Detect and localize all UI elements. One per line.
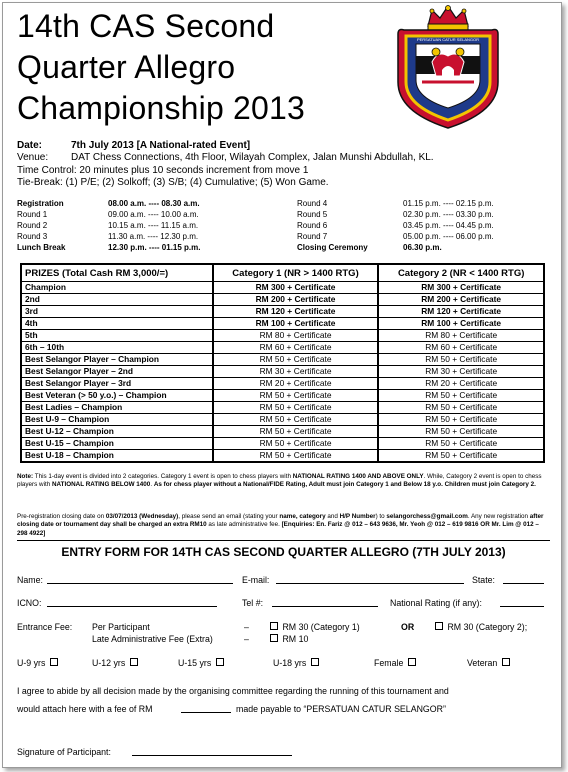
email-field[interactable] xyxy=(276,583,464,584)
category-1-prize: RM 50 + Certificate xyxy=(213,426,379,438)
category-1-prize: RM 30 + Certificate xyxy=(213,366,379,378)
prize-label: Best Ladies – Champion xyxy=(21,402,213,414)
prize-row xyxy=(21,450,544,463)
schedule-time: 02.30 p.m. ---- 03.30 p.m. xyxy=(403,210,494,219)
category-1-prize: RM 300 + Certificate xyxy=(213,282,379,294)
category-1-prize: RM 120 + Certificate xyxy=(213,306,379,318)
schedule-time: 03.45 p.m. ---- 04.45 p.m. xyxy=(403,221,494,230)
schedule-row xyxy=(297,209,494,220)
state-field[interactable] xyxy=(503,583,544,584)
shield-icon xyxy=(398,30,498,129)
prize-label: Best U-18 – Champion xyxy=(21,450,213,463)
category-1-fee-text: RM 30 (Category 1) xyxy=(282,622,360,632)
prereg-part: H/P Number xyxy=(339,513,376,520)
divider xyxy=(17,540,550,541)
schedule-label: Lunch Break xyxy=(17,243,66,252)
category-2-fee-text: RM 30 (Category 2); xyxy=(447,622,528,632)
agreement-fee-text: would attach here with a fee of RM xyxy=(17,704,153,714)
prereg-part: after closing date or tournament day shall be charged an extra RM10 xyxy=(17,513,544,529)
checkbox-veteran[interactable] xyxy=(502,658,510,666)
category-1-prize: RM 50 + Certificate xyxy=(213,354,379,366)
prize-row xyxy=(21,402,544,414)
prize-row xyxy=(21,414,544,426)
category-1-prize: RM 20 + Certificate xyxy=(213,378,379,390)
prize-label: Best U-15 – Champion xyxy=(21,438,213,450)
schedule-row xyxy=(297,220,494,231)
u9-label: U-9 yrs xyxy=(17,658,46,668)
prize-label: Best U-12 – Champion xyxy=(21,426,213,438)
prereg-part: Pre-registration closing date on xyxy=(17,513,106,520)
veteran-option[interactable] xyxy=(467,658,512,669)
prize-label: Best Veteran (> 50 y.o.) – Champion xyxy=(21,390,213,402)
signature-label: Signature of Participant: xyxy=(17,747,111,757)
category-2-prize: RM 50 + Certificate xyxy=(378,414,544,426)
schedule-label: Round 5 xyxy=(297,210,328,219)
prize-row xyxy=(21,342,544,354)
category-2-prize: RM 300 + Certificate xyxy=(378,282,544,294)
schedule-right xyxy=(297,198,494,253)
schedule-label: Round 3 xyxy=(17,232,48,241)
category-2-prize: RM 120 + Certificate xyxy=(378,306,544,318)
prize-label: 5th xyxy=(21,330,213,342)
prize-row xyxy=(21,294,544,306)
prereg-part: name, category xyxy=(279,513,326,520)
checkbox-u12[interactable] xyxy=(130,658,138,666)
category-1-header: Category 1 (NR > 1400 RTG) xyxy=(213,264,379,282)
schedule-row xyxy=(17,242,200,253)
checkbox-cat2[interactable] xyxy=(435,622,443,630)
note-part: NATIONAL RATING 1400 AND ABOVE ONLY xyxy=(292,473,424,480)
fee-amount-field[interactable] xyxy=(181,712,231,713)
rating-label: National Rating (if any): xyxy=(390,598,482,608)
title-line-1: 14th CAS Second xyxy=(17,8,275,44)
date-label: Date: xyxy=(17,140,43,151)
late-fee-option[interactable] xyxy=(268,634,308,645)
prize-label: Best Selangor Player – Champion xyxy=(21,354,213,366)
prize-row xyxy=(21,438,544,450)
u15-option[interactable] xyxy=(178,658,226,669)
agreement-line-2 xyxy=(17,704,152,715)
date-row xyxy=(17,140,557,152)
contact-email-link[interactable]: selangorchess@gmail.com xyxy=(386,513,468,520)
prereg-part: ) to xyxy=(375,513,387,520)
category-2-prize: RM 100 + Certificate xyxy=(378,318,544,330)
name-label: Name: xyxy=(17,575,43,585)
category-1-prize: RM 50 + Certificate xyxy=(213,402,379,414)
prizes-header-row xyxy=(21,264,544,282)
female-option[interactable] xyxy=(374,658,418,669)
prereg-part: . Any new registration xyxy=(467,513,530,520)
prereg-part: as late administrative fee. xyxy=(206,521,282,529)
prize-row xyxy=(21,318,544,330)
prize-label: Best Selangor Player – 2nd xyxy=(21,366,213,378)
state-label: State: xyxy=(472,575,495,585)
checkbox-u18[interactable] xyxy=(311,658,319,666)
schedule-time: 01.15 p.m. ---- 02.15 p.m. xyxy=(403,199,494,208)
venue-row xyxy=(17,152,557,164)
note-part: NATIONAL RATING BELOW 1400 xyxy=(52,481,151,489)
category-2-prize: RM 30 + Certificate xyxy=(378,366,544,378)
category-2-prize: RM 50 + Certificate xyxy=(378,438,544,450)
prize-label: 6th – 10th xyxy=(21,342,213,354)
email-label: E-mail: xyxy=(242,575,270,585)
prize-label: 2nd xyxy=(21,294,213,306)
signature-field[interactable] xyxy=(132,755,292,756)
svg-text:PERSATUAN CATUR SELANGOR: PERSATUAN CATUR SELANGOR xyxy=(416,37,480,42)
schedule-time: 09.00 a.m. ---- 10.00 a.m. xyxy=(108,210,199,219)
late-fee-label: Late Administrative Fee (Extra) xyxy=(92,634,213,644)
icno-label: ICNO: xyxy=(17,598,42,608)
schedule-label: Round 7 xyxy=(297,232,328,241)
agreement-payee-text: made payable to “PERSATUAN CATUR SELANGOR” xyxy=(236,704,446,714)
late-fee-amount: RM 10 xyxy=(282,634,309,644)
category-2-prize: RM 200 + Certificate xyxy=(378,294,544,306)
note-part: . xyxy=(150,481,154,489)
note-part: This 1-day event is divided into 2 categories. Category 1 event is open to chess players with xyxy=(33,473,293,480)
tie-break: Tie-Break: (1) P/E; (2) Solkoff; (3) S/B; (4) Cumulative; (5) Won Game. xyxy=(17,177,329,189)
note-part: . While, Category 2 event is open to chess players with xyxy=(17,473,542,489)
category-1-prize: RM 50 + Certificate xyxy=(213,414,379,426)
date-value: 7th July 2013 [A National-rated Event] xyxy=(71,140,251,151)
name-field[interactable] xyxy=(47,583,233,584)
prize-row xyxy=(21,378,544,390)
note-label: Note: xyxy=(17,473,34,480)
category-1-prize: RM 80 + Certificate xyxy=(213,330,379,342)
tel-label: Tel #: xyxy=(242,598,264,608)
prize-row xyxy=(21,426,544,438)
schedule-label: Registration xyxy=(17,199,64,208)
prize-row xyxy=(21,366,544,378)
prereg-part: and xyxy=(325,513,340,520)
dash: – xyxy=(244,634,249,644)
schedule-time: 06.30 p.m. xyxy=(403,243,442,252)
category-1-option[interactable] xyxy=(268,622,360,633)
event-info xyxy=(17,140,557,190)
prereg-part: 03/07/2013 (Wednesday) xyxy=(105,513,179,520)
category-1-prize: RM 50 + Certificate xyxy=(213,438,379,450)
prize-row xyxy=(21,354,544,366)
category-2-prize: RM 50 + Certificate xyxy=(378,354,544,366)
icno-field[interactable] xyxy=(47,606,217,607)
schedule-label: Closing Ceremony xyxy=(297,243,368,252)
female-label: Female xyxy=(374,658,404,668)
rating-field[interactable] xyxy=(500,606,544,607)
u12-option[interactable] xyxy=(92,658,140,669)
title-line-3: Championship 2013 xyxy=(17,90,306,126)
preregistration-text xyxy=(17,513,547,538)
prereg-part: , please send an email (stating your xyxy=(178,513,280,520)
checkbox-late-fee[interactable] xyxy=(270,634,278,642)
title-line-2: Quarter Allegro xyxy=(17,49,236,85)
prize-row xyxy=(21,330,544,342)
category-1-prize: RM 50 + Certificate xyxy=(213,390,379,402)
checkbox-u9[interactable] xyxy=(50,658,58,666)
enquiries-contacts: [Enquiries: En. Fariz @ 012 – 643 9636, Mr. Yeoh @ 012 – 619 9816 OR Mr. Lim @ 012 – 298 4922] xyxy=(17,521,539,537)
schedule-left xyxy=(17,198,200,253)
u9-option[interactable] xyxy=(17,658,60,669)
u12-label: U-12 yrs xyxy=(92,658,126,668)
page-title xyxy=(17,6,377,129)
schedule-row xyxy=(17,209,200,220)
cas-crest-logo xyxy=(392,4,504,132)
schedule-label: Round 2 xyxy=(17,221,48,230)
schedule-label: Round 1 xyxy=(17,210,48,219)
category-2-prize: RM 60 + Certificate xyxy=(378,342,544,354)
entrance-fee-label: Entrance Fee: xyxy=(17,622,73,632)
category-2-prize: RM 50 + Certificate xyxy=(378,402,544,414)
tel-field[interactable] xyxy=(272,606,378,607)
crown-icon xyxy=(428,6,468,31)
prize-label: Best U-9 – Champion xyxy=(21,414,213,426)
time-control: Time Control: 20 minutes plus 10 seconds increment from move 1 xyxy=(17,164,309,176)
u15-label: U-15 yrs xyxy=(178,658,212,668)
category-1-prize: RM 200 + Certificate xyxy=(213,294,379,306)
schedule-row xyxy=(297,198,494,209)
u18-label: U-18 yrs xyxy=(273,658,307,668)
category-1-prize: RM 50 + Certificate xyxy=(213,450,379,463)
schedule-row xyxy=(297,231,494,242)
prize-row xyxy=(21,282,544,294)
schedule-time: 11.30 a.m. ---- 12.30 p.m. xyxy=(108,232,199,241)
schedule-time: 05.00 p.m. ---- 06.00 p.m. xyxy=(403,232,494,241)
schedule-time: 08.00 a.m. ---- 08.30 a.m. xyxy=(108,199,200,208)
venue-label: Venue: xyxy=(17,152,49,164)
category-1-prize: RM 60 + Certificate xyxy=(213,342,379,354)
prize-label: 3rd xyxy=(21,306,213,318)
or-label: OR xyxy=(401,622,415,632)
prizes-header: PRIZES (Total Cash RM 3,000/=) xyxy=(21,264,213,282)
entry-form-title: ENTRY FORM FOR 14TH CAS SECOND QUARTER ALLEGRO (7TH JULY 2013) xyxy=(61,545,506,559)
checkbox-cat1[interactable] xyxy=(270,622,278,630)
per-participant-label: Per Participant xyxy=(92,622,150,632)
schedule-time: 10.15 a.m. ---- 11.15 a.m. xyxy=(108,221,199,230)
schedule-row xyxy=(17,198,200,209)
prize-label: Best Selangor Player – 3rd xyxy=(21,378,213,390)
agreement-line-1: I agree to abide by all decision made by the organising committee regarding the running of this tournament and xyxy=(17,686,449,696)
schedule-row xyxy=(297,242,494,253)
category-2-prize: RM 80 + Certificate xyxy=(378,330,544,342)
prize-label: 4th xyxy=(21,318,213,330)
category-2-prize: RM 20 + Certificate xyxy=(378,378,544,390)
category-2-prize: RM 50 + Certificate xyxy=(378,450,544,463)
schedule-row xyxy=(17,231,200,242)
schedule-label: Round 6 xyxy=(297,221,328,230)
category-2-prize: RM 50 + Certificate xyxy=(378,426,544,438)
u18-option[interactable] xyxy=(273,658,321,669)
note-part: As for chess player without a National/FIDE Rating, Adult must join Category 1 and Below 18 y.o. Children must join Category 2. xyxy=(153,481,536,489)
prize-row xyxy=(21,306,544,318)
schedule-label: Round 4 xyxy=(297,199,328,208)
checkbox-u15[interactable] xyxy=(216,658,224,666)
category-2-option[interactable] xyxy=(433,622,527,633)
category-2-header: Category 2 (NR < 1400 RTG) xyxy=(378,264,544,282)
prize-label: Champion xyxy=(21,282,213,294)
schedule-row xyxy=(17,220,200,231)
checkbox-female[interactable] xyxy=(408,658,416,666)
dash: – xyxy=(244,622,249,632)
prizes-table xyxy=(20,263,545,463)
category-1-prize: RM 100 + Certificate xyxy=(213,318,379,330)
category-2-prize: RM 50 + Certificate xyxy=(378,390,544,402)
prize-row xyxy=(21,390,544,402)
schedule-time: 12.30 p.m. ---- 01.15 p.m. xyxy=(108,243,201,252)
venue-value: DAT Chess Connections, 4th Floor, Wilayah Complex, Jalan Munshi Abdullah, KL. xyxy=(71,152,434,164)
veteran-label: Veteran xyxy=(467,658,498,668)
note-text xyxy=(17,473,547,489)
